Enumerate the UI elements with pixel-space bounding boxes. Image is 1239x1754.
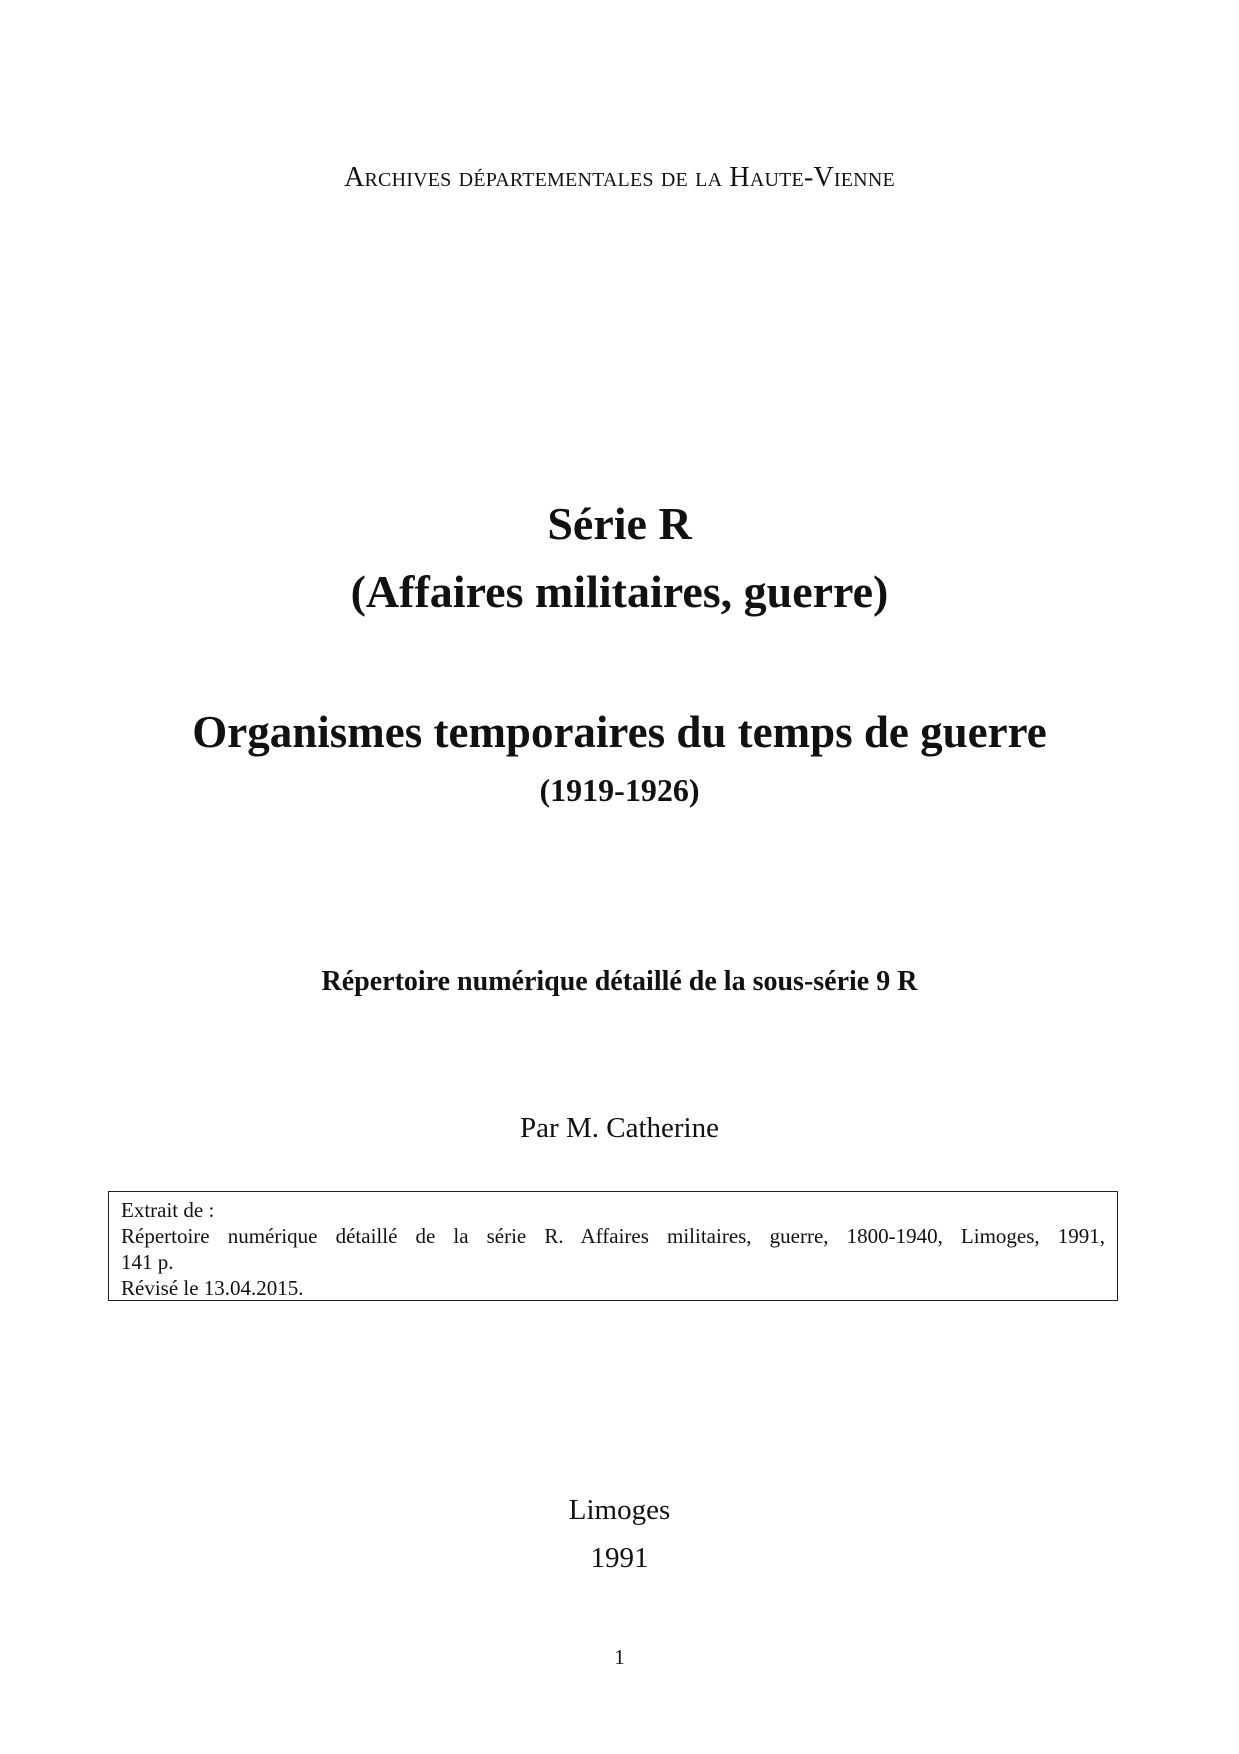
extract-source-line2: 141 p. bbox=[121, 1250, 174, 1274]
page-number: 1 bbox=[614, 1645, 625, 1669]
series-subtitle: (Affaires militaires, guerre) bbox=[350, 566, 889, 617]
imprint-year: 1991 bbox=[590, 1542, 649, 1574]
series-title: Série R bbox=[547, 498, 692, 549]
date-range: (1919-1926) bbox=[539, 772, 700, 808]
extract-revision: Révisé le 13.04.2015. bbox=[121, 1276, 304, 1300]
institution-header: Archives départementales de la Haute-Vienne bbox=[344, 162, 895, 193]
extract-label: Extrait de : bbox=[121, 1198, 215, 1222]
extract-box bbox=[108, 1191, 1118, 1301]
subseries-title: Organismes temporaires du temps de guerre bbox=[192, 707, 1047, 757]
repertoire-title: Répertoire numérique détaillé de la sous-série 9 R bbox=[321, 966, 918, 997]
author-line: Par M. Catherine bbox=[520, 1112, 719, 1144]
imprint-place: Limoges bbox=[568, 1494, 671, 1526]
extract-source-line1: Répertoire numérique détaillé de la série R. Affaires militaires, guerre, 1800-1940, Limoges, 1991, bbox=[121, 1224, 1105, 1248]
